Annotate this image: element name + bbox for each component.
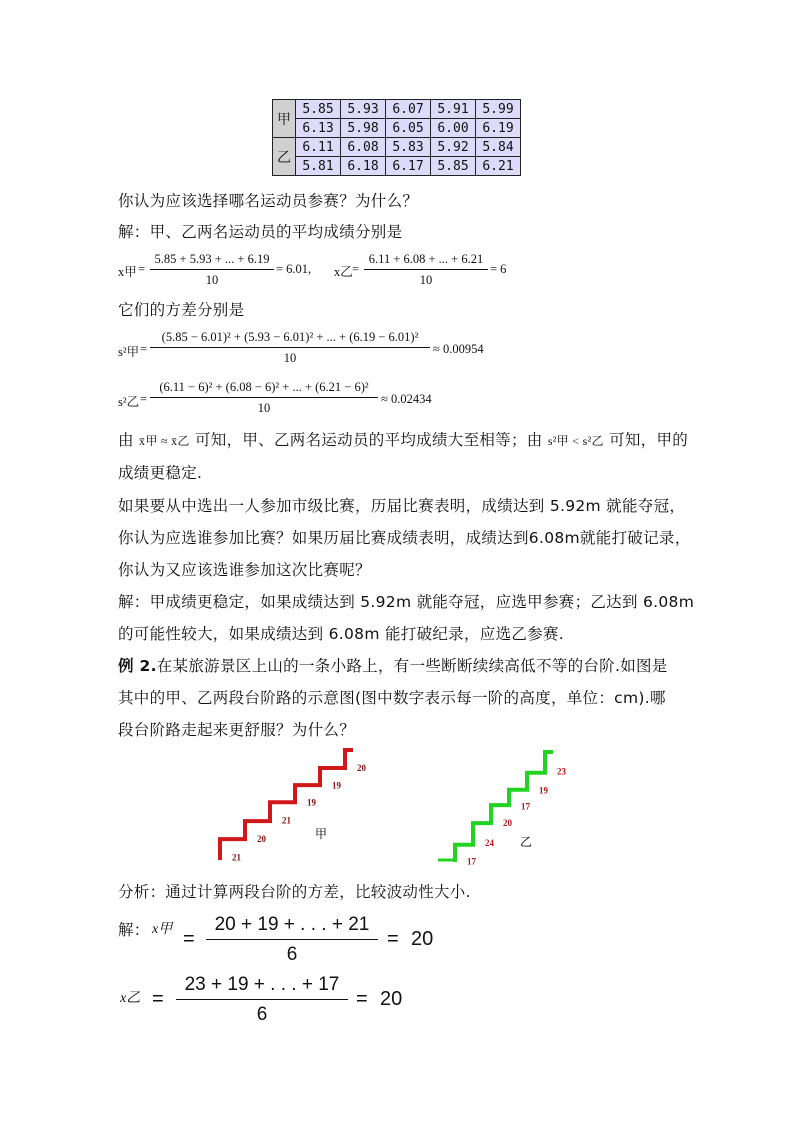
table-cell: 5.93: [341, 100, 386, 119]
solve-label: 解：: [118, 921, 150, 939]
question-2-line-1: 如果要从中选出一人参加市级比赛，历届比赛表明，成绩达到 5.92m 就能夺冠，: [118, 497, 686, 515]
equals-sign: =: [352, 262, 360, 276]
table-cell: 6.13: [296, 119, 341, 138]
table-row: [273, 157, 521, 176]
table-cell: 5.83: [386, 138, 431, 157]
analysis-text: 分析：通过计算两段台阶的方差，比较波动性大小.: [118, 883, 471, 901]
fraction-denominator: 10: [283, 351, 297, 365]
mean-jia-fraction: [150, 252, 274, 288]
step-height-label: 21: [282, 815, 291, 826]
example-2-line-3: 段台阶路走起来更舒服？为什么？: [118, 721, 356, 739]
fraction-bar: [206, 939, 378, 940]
variance-intro: 它们的方差分别是: [118, 301, 245, 319]
table-cell: 5.81: [296, 157, 341, 176]
row-group-name: 甲: [273, 100, 296, 138]
table-cell: 6.19: [476, 119, 521, 138]
mean-yi-symbol: x乙: [120, 991, 141, 1006]
equals-sign: =: [138, 262, 146, 276]
conclusion-end: 成绩更稳定.: [118, 464, 203, 482]
row-group-name: 乙: [273, 138, 296, 176]
fraction-numerator: (5.85 − 6.01)² + (5.93 − 6.01)² + ... + (6.19 − 6.01)²: [161, 330, 419, 344]
table-cell: 6.18: [341, 157, 386, 176]
mean-yi-symbol: x乙: [334, 265, 353, 279]
fraction-numerator: 6.11 + 6.08 + ... + 6.21: [368, 252, 484, 266]
step-height-label: 17: [521, 801, 530, 812]
equals-sign: =: [387, 928, 399, 950]
table-cell: 5.91: [431, 100, 476, 119]
fraction-denominator: 6: [286, 944, 298, 965]
step-mean-jia-result: 20: [411, 928, 434, 950]
equals-sign: =: [183, 928, 195, 950]
scores-table: [272, 99, 521, 176]
question-2-line-2: 你认为应选谁参加比赛？如果历届比赛成绩表明，成绩达到6.08m就能打破记录，: [118, 529, 691, 547]
variance-jia-result: ≈ 0.00954: [433, 342, 484, 356]
fraction-numerator: 23 + 19 + . . . + 17: [184, 974, 340, 995]
step-height-label: 20: [357, 763, 366, 773]
conclusion-line: [118, 430, 688, 451]
fraction-denominator: 10: [257, 401, 271, 415]
table-cell: 5.99: [476, 100, 521, 119]
solution-1-intro: 解：甲、乙两名运动员的平均成绩分别是: [118, 223, 403, 241]
equals-sign: =: [140, 342, 148, 356]
step-height-label: 17: [467, 856, 476, 867]
table-cell: 6.05: [386, 119, 431, 138]
staircase-yi: [438, 752, 567, 866]
table-cell: 6.11: [296, 138, 341, 157]
table-cell: 5.84: [476, 138, 521, 157]
table-cell: 6.08: [341, 138, 386, 157]
question-1: 你认为应该选择哪名运动员参赛？为什么？: [118, 192, 419, 210]
conclusion-text: 可知，甲的: [609, 431, 689, 449]
conclusion-text: 由: [118, 431, 134, 449]
fraction-numerator: 5.85 + 5.93 + ... + 6.19: [154, 252, 270, 266]
example-2-line-2: 其中的甲、乙两段台阶路的示意图(图中数字表示每一阶的高度，单位：cm).哪: [118, 689, 666, 707]
example-label: 例 2.: [118, 657, 157, 675]
table-cell: 6.21: [476, 157, 521, 176]
variance-jia-symbol: s²甲: [118, 345, 140, 359]
staircase-line: [220, 750, 353, 860]
variance-yi-result: ≈ 0.02434: [381, 392, 432, 406]
variance-jia-fraction: [150, 330, 430, 366]
step-height-label: 19: [332, 780, 341, 791]
table-row: [273, 100, 521, 119]
fraction-denominator: 6: [256, 1004, 268, 1025]
variance-compare: s²甲 < s²乙: [547, 434, 604, 448]
conclusion-text: 可知，甲、乙两名运动员的平均成绩大至相等；由: [194, 431, 543, 449]
staircase-figure: [200, 738, 600, 868]
step-height-label: 20: [257, 834, 266, 845]
staircase-line: [455, 752, 553, 862]
mean-compare: x̄甲 ≈ x̄乙: [139, 434, 190, 448]
equals-sign: =: [152, 988, 164, 1010]
example-2-line-1: [118, 656, 668, 676]
table-row: [273, 138, 521, 157]
step-mean-yi-result: 20: [380, 988, 403, 1010]
step-height-label: 19: [539, 785, 548, 796]
fraction-bar: [176, 999, 348, 1000]
fraction-denominator: 10: [205, 273, 219, 287]
variance-yi-fraction: [150, 380, 378, 416]
staircase-yi-label: 乙: [520, 835, 533, 849]
fraction-numerator: 20 + 19 + . . . + 21: [214, 914, 370, 935]
table-cell: 5.85: [296, 100, 341, 119]
table-cell: 6.17: [386, 157, 431, 176]
table-cell: 5.92: [431, 138, 476, 157]
table-cell: 6.07: [386, 100, 431, 119]
question-2-line-3: 你认为又应该选谁参加这次比赛呢？: [118, 561, 371, 579]
mean-yi-fraction: [364, 252, 488, 288]
table-row: [273, 119, 521, 138]
step-mean-yi-fraction: [176, 974, 348, 1026]
solution-2-line-1: 解：甲成绩更稳定，如果成绩达到 5.92m 就能夺冠，应选甲参赛；乙达到 6.08m: [118, 593, 695, 611]
mean-jia-symbol: x甲: [152, 922, 173, 937]
staircase-jia-label: 甲: [315, 827, 328, 841]
mean-yi-result: = 6: [490, 262, 507, 276]
table-cell: 6.00: [431, 119, 476, 138]
table-cell: 5.98: [341, 119, 386, 138]
step-height-label: 21: [232, 852, 241, 863]
step-height-label: 24: [485, 837, 494, 848]
table-cell: 5.85: [431, 157, 476, 176]
mean-jia-symbol: x甲: [118, 265, 137, 279]
fraction-numerator: (6.11 − 6)² + (6.08 − 6)² + ... + (6.21 − 6)²: [159, 380, 369, 394]
step-mean-jia-fraction: [206, 914, 378, 966]
solution-2-line-2: 的可能性较大，如果成绩达到 6.08m 能打破纪录，应选乙参赛.: [118, 625, 564, 643]
equals-sign: =: [140, 392, 148, 406]
variance-yi-symbol: s²乙: [118, 395, 140, 409]
equals-sign: =: [356, 988, 368, 1010]
fraction-denominator: 10: [419, 273, 433, 287]
step-height-label: 19: [307, 797, 316, 808]
step-height-label: 23: [557, 766, 566, 777]
staircase-jia: [220, 750, 367, 863]
step-height-label: 20: [503, 818, 512, 829]
example-text: 在某旅游景区上山的一条小路上，有一些断断续续高低不等的台阶.如图是: [156, 657, 668, 675]
mean-jia-result: = 6.01,: [276, 262, 312, 276]
